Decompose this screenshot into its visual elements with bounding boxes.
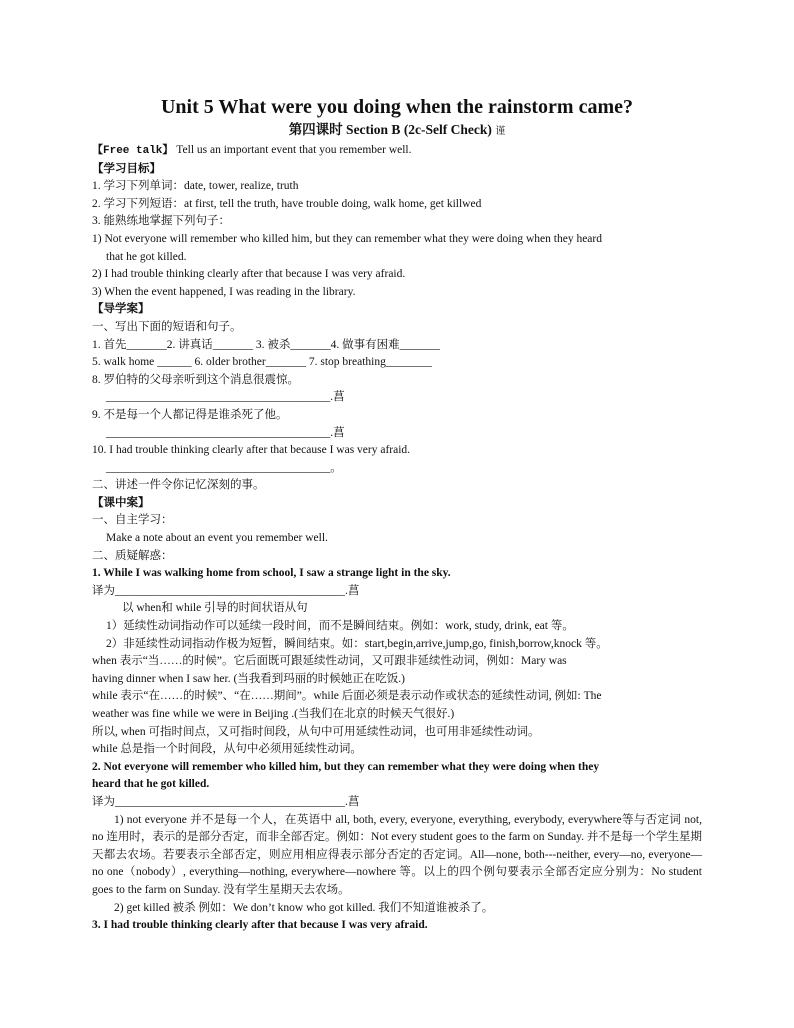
goals-heading: 【学习目标】 [92,162,161,175]
guide-part-2: 二、讲述一件令你记忆深刻的事。 [92,479,265,492]
guide-q10: 10. I had trouble thinking clearly after that because I was very afraid. [92,444,411,457]
class-q1-translation[interactable]: 译为________________________________________.菖 [92,584,360,597]
guide-q9: 9. 不是每一个人都记得是谁杀死了他。 [92,408,288,421]
free-talk-label: 【Free talk】 [92,145,174,157]
goal-sentence-1: 1) Not everyone will remember who killed him, but they can remember what they were doing when they heard [92,232,602,245]
class-note-5: 所以, when 可指时间点，又可指时间段，从句中可用延续性动词，也可用非延续性动词。 [92,725,540,738]
goal-line-2: 2. 学习下列短语：at first, tell the truth, have trouble doing, walk home, get killwed [92,197,482,210]
goal-sentence-2: 2) I had trouble thinking clearly after that because I was very afraid. [92,268,406,281]
class-note-3-cont: having dinner when I saw her. (当我看到玛丽的时候她正在吃饭.) [92,672,406,685]
class-part-2: 二、质疑解惑： [92,549,173,562]
free-talk-text: Tell us an important event that you remember well. [176,144,412,156]
goal-sentence-1-cont: that he got killed. [106,250,187,263]
class-note-3: when 表示“当……的时候”。它后面既可跟延续性动词，又可跟非延续性动词，例如：Mary was [92,655,567,668]
free-talk-line [92,142,702,161]
page-subtitle [92,120,702,142]
class-q2-translation[interactable]: 译为________________________________________.菖 [92,795,360,808]
guide-row-2: 5. walk home ______ 6. older brother_______ 7. stop breathing________ [92,356,432,369]
class-note-2: 2）非延续性动词指动作极为短暂，瞬间结束。如：start,begin,arrive,jump,go, finish,borrow,knock 等。 [106,637,608,650]
class-note-4-cont: weather was fine while we were in Beijing .(当我们在北京的时候天气很好.) [92,708,455,720]
guide-q9-blank[interactable]: _______________________________________.菖 [106,426,345,439]
goal-sentence-3: 3) When the event happened, I was reading in the library. [92,285,356,298]
guide-q8: 8. 罗伯特的父母亲听到这个消息很震惊。 [92,373,299,386]
class-note-4: while 表示“在……的时候”、“在……期间”。while 后面必须是表示动作或状态的延续性动词, 例如: The [92,690,602,703]
goal-line-1: 1. 学习下列单词：date, tower, realize, truth [92,180,299,193]
page-title: Unit 5 What were you doing when the rainstorm came? [160,96,634,118]
guide-q10-blank[interactable]: _______________________________________。 [106,461,342,474]
guide-row-1: 1. 首先_______2. 讲真话_______ 3. 被杀_______4. 做事有困难_______ [92,338,440,351]
class-note-6: while 总是指一个时间段，从句中必须用延续性动词。 [92,743,362,756]
subtitle-mark: 谨 [495,126,506,137]
class-q2: 2. Not everyone will remember who killed him, but they can remember what they were doing when they [92,760,600,773]
guide-heading: 【导学案】 [92,303,150,316]
subtitle-text: 第四课时 Section B (2c-Self Check) [288,122,492,137]
class-part-1: 一、自主学习： [92,514,173,527]
class-heading: 【课中案】 [92,496,150,509]
class-q2-note: 1) not everyone 并不是每一个人，在英语中 all, both, every, everyone, everything, everybody, everywhere等与否定词 not, no 连用时，表示的是部分否定，而非全部否定。例如：Not every student goes to the farm on Sunday. 并不是每一个学生星期天都去农场。若要表示全部否定，则应用相应得表示部分否定的否定词。All—none, both---neither, every—no, everyone—no one（nobody）, everything—nothing, everywhere—nowhere 等。以上的四个例句要表示全部否定应分别为：No student goes to the farm on Sunday. 没有学生星期天去农场。 [92,813,702,896]
guide-part-1: 一、写出下面的短语和句子。 [92,320,242,333]
class-q1: 1. While I was walking home from school, I saw a strange light in the sky. [92,567,451,580]
class-q3: 3. I had trouble thinking clearly after that because I was very afraid. [92,919,428,932]
goal-line-3: 3. 能熟练地掌握下列句子： [92,215,230,228]
class-q1-note: 以 when和 while 引导的时间状语从句 [122,602,308,615]
class-q2-cont: heard that he got killed. [92,778,210,791]
class-q2-note-2: 2) get killed 被杀 例如：We don’t know who got killed. 我们不知道谁被杀了。 [114,901,494,914]
guide-q8-blank[interactable]: _______________________________________.菖 [106,391,345,404]
class-note-1: 1）延续性动词指动作可以延续一段时间，而不是瞬间结束。例如：work, study, drink, eat 等。 [106,620,574,633]
class-part-1-text: Make a note about an event you remember well. [106,532,328,545]
